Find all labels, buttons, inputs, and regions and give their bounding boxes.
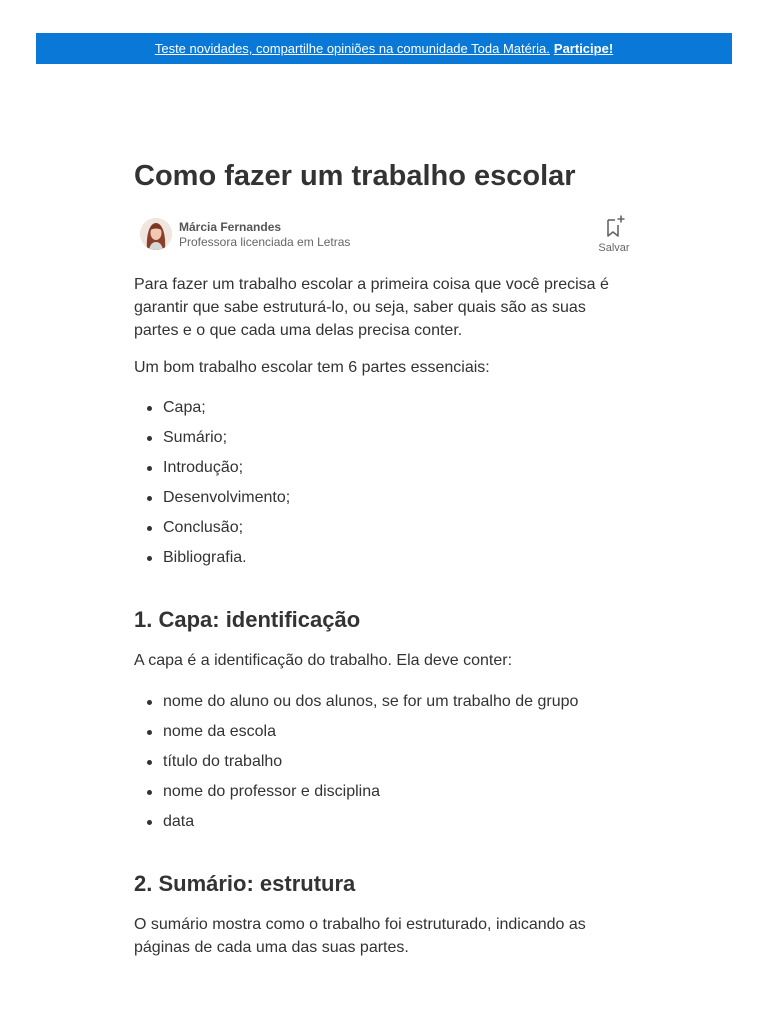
author-avatar <box>140 218 172 250</box>
list-item: nome do professor e disciplina <box>134 777 634 807</box>
section-capa-text: A capa é a identificação do trabalho. Ela deve conter: <box>134 652 513 669</box>
author-name[interactable]: Márcia Fernandes <box>179 220 282 234</box>
list-item: data <box>134 807 634 837</box>
author-block <box>140 216 634 256</box>
author-role: Professora licenciada em Letras <box>179 235 351 249</box>
list-item: Bibliografia. <box>134 543 634 573</box>
capa-items-list <box>134 687 634 837</box>
participate-link[interactable]: Participe! <box>553 41 614 56</box>
intro-paragraph: Para fazer um trabalho escolar a primeira coisa que você precisa é garantir que sabe estruturá-lo, ou seja, saber quais são as suas partes e o que cada uma delas precisa conter. <box>134 276 609 339</box>
community-banner-text: Teste novidades, compartilhe opiniões na comunidade Toda Matéria. <box>154 41 550 56</box>
list-item: nome da escola <box>134 717 634 747</box>
list-item: Capa; <box>134 393 634 423</box>
community-banner-link[interactable] <box>155 41 613 56</box>
parts-list <box>134 393 634 573</box>
section-sumario-text: O sumário mostra como o trabalho foi estruturado, indicando as páginas de cada uma das suas partes. <box>134 916 586 956</box>
list-item: título do trabalho <box>134 747 634 777</box>
parts-intro: Um bom trabalho escolar tem 6 partes essenciais: <box>134 359 490 376</box>
list-item: nome do aluno ou dos alunos, se for um trabalho de grupo <box>134 687 634 717</box>
list-item: Conclusão; <box>134 513 634 543</box>
save-label: Salvar <box>598 242 630 254</box>
section-heading-sumario: 2. Sumário: estrutura <box>134 871 356 896</box>
list-item: Introdução; <box>134 453 634 483</box>
list-item: Desenvolvimento; <box>134 483 634 513</box>
list-item: Sumário; <box>134 423 634 453</box>
article-title: Como fazer um trabalho escolar <box>134 160 576 192</box>
bookmark-plus-icon <box>601 214 627 240</box>
save-button[interactable] <box>594 214 634 254</box>
community-banner <box>36 33 732 64</box>
section-heading-capa: 1. Capa: identificação <box>134 607 361 632</box>
